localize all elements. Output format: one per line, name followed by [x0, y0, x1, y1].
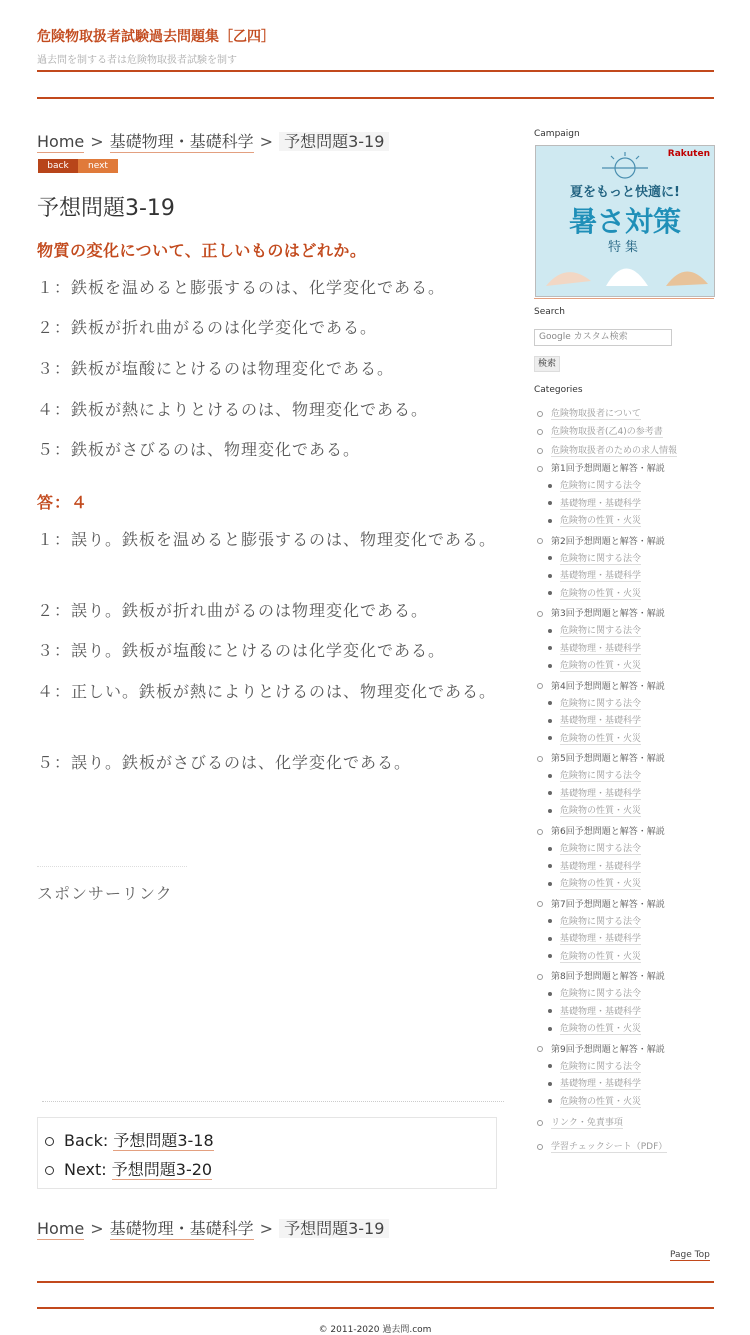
category-subitem[interactable]: 基礎物理・基礎科学 [548, 786, 641, 799]
category-subitem[interactable]: 危険物に関する法令 [548, 768, 641, 781]
back-button[interactable]: back [38, 159, 78, 173]
site-title[interactable]: 危険物取扱者試験過去問題集［乙四］ [37, 29, 275, 45]
disc-bullet-icon [548, 937, 552, 941]
category-item[interactable]: 危険物取扱者(乙4)の参考書 [537, 424, 663, 437]
category-subitem[interactable]: 危険物の性質・火災 [548, 803, 641, 816]
circle-bullet-icon [537, 756, 543, 762]
sponsor-label: スポンサーリンク [37, 884, 173, 903]
category-subitem[interactable]: 基礎物理・基礎科学 [548, 496, 641, 509]
circle-bullet-icon [537, 466, 543, 472]
breadcrumb-category-link[interactable]: 基礎物理・基礎科学 [109, 1219, 254, 1238]
disc-bullet-icon [548, 847, 552, 851]
category-group-title[interactable]: 第7回予想問題と解答・解説 [537, 897, 665, 910]
footer-divider [37, 1281, 714, 1283]
explanation-item: ３：誤り。鉄板が塩酸にとけるのは化学変化である。 [37, 641, 446, 660]
answer-text: 答：４ [37, 493, 89, 512]
category-subitem[interactable]: 基礎物理・基礎科学 [548, 641, 641, 654]
banner-line2: 暑さ対策 [568, 205, 681, 238]
option-item: ３：鉄板が塩酸にとけるのは物理変化である。 [37, 359, 395, 378]
category-item[interactable]: 危険物取扱者について [537, 406, 641, 419]
breadcrumb-category-link[interactable]: 基礎物理・基礎科学 [109, 132, 254, 151]
option-item: ４：鉄板が熱によりとけるのは、物理変化である。 [37, 400, 429, 419]
disc-bullet-icon [548, 919, 552, 923]
category-subitem[interactable]: 危険物に関する法令 [548, 1059, 641, 1072]
site-description: 過去問を制する者は危険物取扱者試験を制す [37, 55, 237, 66]
disc-bullet-icon [548, 882, 552, 886]
category-item[interactable]: 危険物取扱者のための求人情報 [537, 443, 677, 456]
circle-bullet-icon [537, 901, 543, 907]
disc-bullet-icon [548, 519, 552, 523]
breadcrumb-current: 予想問題3-19 [279, 132, 389, 151]
header-divider [37, 70, 714, 72]
next-button[interactable]: next [78, 159, 118, 173]
category-subitem[interactable]: 危険物の性質・火災 [548, 513, 641, 526]
category-group-title[interactable]: 第9回予想問題と解答・解説 [537, 1042, 665, 1055]
footer-divider-2 [37, 1307, 714, 1309]
disc-bullet-icon [548, 954, 552, 958]
option-item: ５：鉄板がさびるのは、物理変化である。 [37, 440, 361, 459]
content-divider [42, 1101, 504, 1102]
page-top-link[interactable]: Page Top [670, 1250, 710, 1260]
breadcrumb-bottom [37, 1216, 389, 1239]
prev-label: Back: [64, 1131, 109, 1150]
category-group-title[interactable]: 第2回予想問題と解答・解説 [537, 534, 665, 547]
search-heading: Search [534, 307, 565, 317]
next-post-link[interactable]: 予想問題3-20 [111, 1160, 213, 1179]
category-subitem[interactable]: 危険物に関する法令 [548, 841, 641, 854]
breadcrumb-separator: > [90, 132, 104, 151]
disc-bullet-icon [548, 1099, 552, 1103]
explanation-item: ２：誤り。鉄板が折れ曲がるのは物理変化である。 [37, 601, 429, 620]
category-group-title[interactable]: 第6回予想問題と解答・解説 [537, 824, 665, 837]
search-input[interactable]: Google カスタム検索 [534, 329, 672, 346]
disc-bullet-icon [548, 574, 552, 578]
circle-bullet-icon [537, 1144, 543, 1150]
next-link-item [45, 1157, 212, 1180]
category-subitem[interactable]: 危険物の性質・火災 [548, 876, 641, 889]
category-group-title[interactable]: 第1回予想問題と解答・解説 [537, 461, 665, 474]
circle-bullet-icon [537, 611, 543, 617]
category-group-title[interactable]: 第5回予想問題と解答・解説 [537, 751, 665, 764]
breadcrumb-home-link[interactable]: Home [37, 1219, 85, 1238]
option-item: ２：鉄板が折れ曲がるのは化学変化である。 [37, 318, 378, 337]
category-subitem[interactable]: 危険物に関する法令 [548, 478, 641, 491]
disc-bullet-icon [548, 1027, 552, 1031]
circle-bullet-icon [45, 1166, 54, 1175]
category-subitem[interactable]: 基礎物理・基礎科学 [548, 568, 641, 581]
disc-bullet-icon [548, 736, 552, 740]
breadcrumb-separator: > [90, 1219, 104, 1238]
breadcrumb-separator: > [259, 132, 274, 151]
header-divider-2 [37, 97, 714, 99]
explanation-item: ４：正しい。鉄板が熱によりとけるのは、物理変化である。 [37, 682, 497, 701]
category-subitem[interactable]: 危険物に関する法令 [548, 551, 641, 564]
circle-bullet-icon [537, 448, 543, 454]
disc-bullet-icon [548, 664, 552, 668]
circle-bullet-icon [537, 1046, 543, 1052]
disc-bullet-icon [548, 791, 552, 795]
category-group-title[interactable]: 第4回予想問題と解答・解説 [537, 679, 665, 692]
banner-line1: 夏をもっと快適に! [570, 185, 680, 200]
campaign-banner[interactable] [535, 145, 715, 297]
category-subitem[interactable]: 危険物に関する法令 [548, 696, 641, 709]
explanation-item: １：誤り。鉄板を温めると膨張するのは、物理変化である。 [37, 530, 497, 549]
disc-bullet-icon [548, 556, 552, 560]
category-subitem[interactable]: 危険物の性質・火災 [548, 731, 641, 744]
circle-bullet-icon [537, 683, 543, 689]
search-button[interactable]: 検索 [534, 356, 560, 372]
banner-brand: Rakuten [667, 149, 710, 159]
circle-bullet-icon [537, 429, 543, 435]
explanation-item: ５：誤り。鉄板がさびるのは、化学変化である。 [37, 753, 412, 772]
campaign-heading: Campaign [534, 129, 580, 139]
categories-heading: Categories [534, 385, 583, 395]
category-item[interactable]: 学習チェックシート（PDF） [537, 1139, 667, 1152]
question-text: 物質の変化について、正しいものはどれか。 [37, 241, 367, 260]
disc-bullet-icon [548, 864, 552, 868]
disc-bullet-icon [548, 1082, 552, 1086]
sponsor-divider [37, 866, 187, 867]
category-subitem[interactable]: 基礎物理・基礎科学 [548, 931, 641, 944]
category-subitem[interactable]: 危険物に関する法令 [548, 986, 641, 999]
category-subitem[interactable]: 危険物の性質・火災 [548, 1094, 641, 1107]
page-title: 予想問題3-19 [37, 196, 175, 221]
disc-bullet-icon [548, 646, 552, 650]
circle-bullet-icon [537, 974, 543, 980]
disc-bullet-icon [548, 1064, 552, 1068]
category-subitem[interactable]: 危険物の性質・火災 [548, 949, 641, 962]
disc-bullet-icon [548, 629, 552, 633]
disc-bullet-icon [548, 992, 552, 996]
disc-bullet-icon [548, 1009, 552, 1013]
prev-post-link[interactable]: 予想問題3-18 [113, 1131, 214, 1150]
banner-line3: 特集 [607, 240, 642, 255]
category-subitem[interactable]: 危険物の性質・火災 [548, 1021, 641, 1034]
breadcrumb-separator: > [259, 1219, 274, 1238]
category-subitem[interactable]: 基礎物理・基礎科学 [548, 1076, 641, 1089]
category-subitem[interactable]: 危険物に関する法令 [548, 914, 641, 927]
category-item[interactable]: リンク・免責事項 [537, 1115, 623, 1128]
category-subitem[interactable]: 危険物の性質・火災 [548, 658, 641, 671]
circle-bullet-icon [537, 538, 543, 544]
circle-bullet-icon [537, 411, 543, 417]
circle-bullet-icon [45, 1137, 54, 1146]
category-subitem[interactable]: 基礎物理・基礎科学 [548, 713, 641, 726]
disc-bullet-icon [548, 501, 552, 505]
category-subitem[interactable]: 基礎物理・基礎科学 [548, 1004, 641, 1017]
disc-bullet-icon [548, 484, 552, 488]
disc-bullet-icon [548, 591, 552, 595]
category-subitem[interactable]: 基礎物理・基礎科学 [548, 859, 641, 872]
category-group-title[interactable]: 第8回予想問題と解答・解説 [537, 969, 665, 982]
breadcrumb-home-link[interactable]: Home [37, 132, 85, 151]
next-label: Next: [64, 1160, 107, 1179]
option-item: １：鉄板を温めると膨張するのは、化学変化である。 [37, 278, 446, 297]
breadcrumb-current: 予想問題3-19 [279, 1219, 389, 1238]
category-group-title[interactable]: 第3回予想問題と解答・解説 [537, 606, 665, 619]
circle-bullet-icon [537, 1120, 543, 1126]
disc-bullet-icon [548, 719, 552, 723]
circle-bullet-icon [537, 829, 543, 835]
disc-bullet-icon [548, 809, 552, 813]
prev-link-item [45, 1128, 214, 1151]
breadcrumb [37, 129, 389, 152]
copyright: © 2011-2020 過去問.com [318, 1325, 432, 1335]
disc-bullet-icon [548, 701, 552, 705]
campaign-divider [534, 298, 714, 299]
category-subitem[interactable]: 危険物に関する法令 [548, 623, 641, 636]
disc-bullet-icon [548, 774, 552, 778]
category-subitem[interactable]: 危険物の性質・火災 [548, 586, 641, 599]
